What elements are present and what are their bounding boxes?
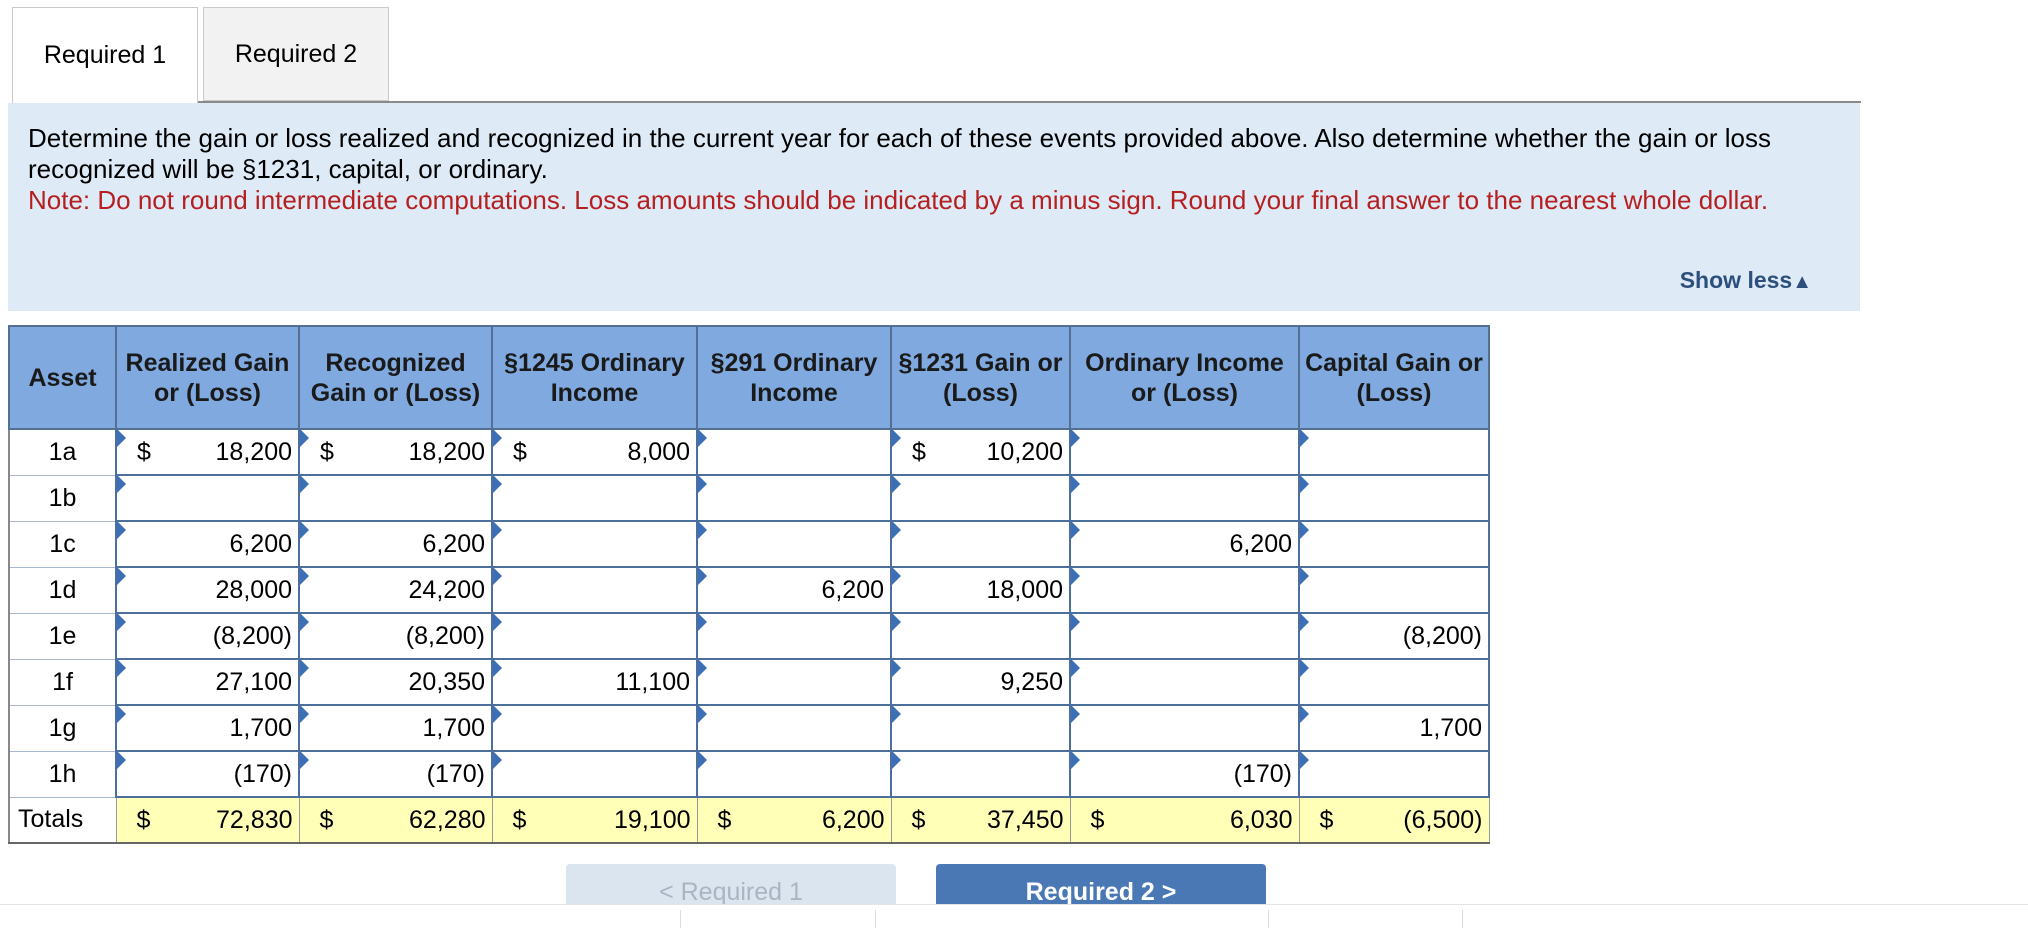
cell-content — [300, 522, 491, 566]
cell-flag-icon — [493, 475, 502, 493]
currency-symbol: $ — [717, 805, 732, 834]
cell-content — [300, 798, 492, 842]
cell-content — [117, 798, 299, 842]
header-asset: Asset — [9, 326, 116, 429]
header-ordinary: Ordinary Income or (Loss) — [1070, 326, 1299, 429]
total-s1245 — [492, 797, 697, 843]
cell-realized[interactable] — [116, 429, 299, 475]
prev-required-button[interactable] — [566, 864, 896, 904]
cell-flag-icon — [300, 659, 309, 677]
cell-flag-icon — [698, 613, 707, 631]
cell-s291[interactable] — [697, 659, 891, 705]
cell-s1245[interactable] — [492, 751, 697, 797]
tab-required-2[interactable]: Required 2 — [203, 7, 389, 101]
cell-value: 11,100 — [615, 667, 690, 696]
cell-value: 18,200 — [215, 437, 292, 466]
cell-value: 24,200 — [408, 575, 485, 604]
currency-symbol: $ — [911, 805, 926, 834]
cell-content — [1300, 430, 1488, 474]
cell-flag-icon — [493, 659, 502, 677]
cell-content — [1300, 706, 1488, 750]
cell-content — [698, 798, 891, 842]
cell-content — [117, 660, 298, 704]
currency-symbol: $ — [512, 805, 527, 834]
cell-content — [1071, 752, 1298, 796]
cell-flag-icon — [1300, 521, 1309, 539]
cell-flag-icon — [117, 475, 126, 493]
cell-flag-icon — [493, 705, 502, 723]
cell-content — [493, 798, 697, 842]
cell-content — [117, 430, 298, 474]
cell-content — [1071, 568, 1298, 612]
cell-value: 27,100 — [215, 667, 292, 696]
cell-s1231[interactable] — [891, 751, 1070, 797]
cell-content — [493, 752, 696, 796]
cell-flag-icon — [300, 475, 309, 493]
prev-required-label: < Required 1 — [659, 878, 803, 904]
cell-content — [1300, 752, 1488, 796]
cell-flag-icon — [1300, 751, 1309, 769]
instruction-text: Determine the gain or loss realized and recognized in the current year for each of these events provided above. Also determine whether the gain or loss recognized will be §1231, capital, or ordinary. — [28, 123, 1772, 184]
cell-content — [117, 706, 298, 750]
asset-label: 1c — [9, 521, 116, 567]
cell-value: (8,200) — [212, 621, 292, 650]
cell-ordinary[interactable] — [1070, 659, 1299, 705]
header-s1245: §1245 Ordinary Income — [492, 326, 697, 429]
cell-content — [892, 798, 1070, 842]
cell-content — [300, 752, 491, 796]
currency-symbol: $ — [320, 437, 334, 466]
cell-s291[interactable] — [697, 705, 891, 751]
cell-flag-icon — [1300, 705, 1309, 723]
toolbar-divider — [1268, 910, 1269, 928]
cell-capital[interactable] — [1299, 429, 1489, 475]
currency-symbol: $ — [136, 805, 151, 834]
cell-recognized[interactable] — [299, 429, 492, 475]
cell-flag-icon — [300, 751, 309, 769]
tab-bar — [12, 7, 1861, 103]
cell-flag-icon — [117, 659, 126, 677]
cell-flag-icon — [117, 751, 126, 769]
total-realized — [116, 797, 299, 843]
table-body — [9, 429, 1489, 843]
cell-s1231[interactable] — [891, 705, 1070, 751]
cell-value: 6,200 — [1229, 529, 1292, 558]
cell-value: 1,700 — [229, 713, 292, 742]
cell-capital[interactable] — [1299, 613, 1489, 659]
cell-content — [892, 706, 1069, 750]
asset-label: 1e — [9, 613, 116, 659]
cell-value: 6,030 — [1229, 805, 1293, 834]
currency-symbol: $ — [137, 437, 151, 466]
table-row — [9, 567, 1489, 613]
currency-symbol: $ — [513, 437, 527, 466]
header-realized: Realized Gain or (Loss) — [116, 326, 299, 429]
cell-s1231[interactable] — [891, 429, 1070, 475]
cell-s1245[interactable] — [492, 567, 697, 613]
cell-s291[interactable] — [697, 475, 891, 521]
table-row — [9, 705, 1489, 751]
cell-value: 6,200 — [422, 529, 485, 558]
cell-content — [1071, 798, 1299, 842]
next-required-label: Required 2 > — [1025, 878, 1177, 904]
currency-symbol: $ — [1319, 805, 1334, 834]
cell-flag-icon — [117, 429, 126, 447]
cell-content — [892, 430, 1069, 474]
cell-content — [698, 522, 890, 566]
cell-capital[interactable] — [1299, 705, 1489, 751]
toolbar-divider — [680, 910, 681, 928]
cell-flag-icon — [1300, 567, 1309, 585]
table-row — [9, 521, 1489, 567]
cell-content — [300, 476, 491, 520]
cell-s1245[interactable] — [492, 429, 697, 475]
cell-value: 1,700 — [422, 713, 485, 742]
header-s1231: §1231 Gain or (Loss) — [891, 326, 1070, 429]
cell-value: (170) — [233, 759, 292, 788]
cell-flag-icon — [1071, 751, 1080, 769]
cell-flag-icon — [493, 751, 502, 769]
cell-capital[interactable] — [1299, 475, 1489, 521]
cell-realized[interactable] — [116, 567, 299, 613]
cell-content — [1300, 522, 1488, 566]
cell-ordinary[interactable] — [1070, 429, 1299, 475]
header-recognized: Recognized Gain or (Loss) — [299, 326, 492, 429]
cell-ordinary[interactable] — [1070, 521, 1299, 567]
cell-content — [300, 706, 491, 750]
cell-value: 6,200 — [229, 529, 292, 558]
cell-flag-icon — [892, 751, 901, 769]
cell-recognized[interactable] — [299, 613, 492, 659]
cell-flag-icon — [698, 751, 707, 769]
cell-flag-icon — [892, 475, 901, 493]
cell-value: 20,350 — [408, 667, 485, 696]
cell-content — [300, 614, 491, 658]
cell-content — [1300, 798, 1489, 842]
total-s291 — [697, 797, 891, 843]
cell-flag-icon — [300, 613, 309, 631]
cell-value: 6,200 — [821, 575, 884, 604]
table-row — [9, 613, 1489, 659]
cell-s291[interactable] — [697, 429, 891, 475]
instruction-note: Note: Do not round intermediate computations. Loss amounts should be indicated by a minus sign. Round your final answer to the nearest whole dollar. — [28, 185, 1769, 215]
cell-content — [698, 430, 890, 474]
cell-value: 19,100 — [614, 805, 691, 834]
cell-value: 9,250 — [1000, 667, 1063, 696]
cell-content — [117, 752, 298, 796]
cell-ordinary[interactable] — [1070, 613, 1299, 659]
gain-loss-table — [8, 325, 1490, 844]
cell-content — [892, 752, 1069, 796]
cell-flag-icon — [300, 567, 309, 585]
cell-flag-icon — [117, 705, 126, 723]
cell-s291[interactable] — [697, 751, 891, 797]
toolbar-divider — [1462, 910, 1463, 928]
cell-realized[interactable] — [116, 613, 299, 659]
cell-value: 18,000 — [986, 575, 1063, 604]
cell-s1231[interactable] — [891, 521, 1070, 567]
cell-value: 6,200 — [821, 805, 885, 834]
cell-content — [698, 476, 890, 520]
cell-flag-icon — [117, 521, 126, 539]
toolbar-divider — [875, 910, 876, 928]
header-s291: §291 Ordinary Income — [697, 326, 891, 429]
currency-symbol: $ — [912, 437, 926, 466]
cell-ordinary[interactable] — [1070, 705, 1299, 751]
table-header-row — [9, 326, 1489, 429]
cell-content — [117, 476, 298, 520]
cell-value: 8,000 — [627, 437, 690, 466]
cell-recognized[interactable] — [299, 475, 492, 521]
cell-recognized[interactable] — [299, 659, 492, 705]
cell-s291[interactable] — [697, 521, 891, 567]
cell-flag-icon — [892, 521, 901, 539]
cell-value: (170) — [1233, 759, 1292, 788]
table-row — [9, 429, 1489, 475]
cell-flag-icon — [1300, 475, 1309, 493]
cell-recognized[interactable] — [299, 567, 492, 613]
cell-content — [892, 522, 1069, 566]
cell-s291[interactable] — [697, 567, 891, 613]
cell-flag-icon — [892, 659, 901, 677]
cell-ordinary[interactable] — [1070, 475, 1299, 521]
cell-content — [493, 476, 696, 520]
cell-flag-icon — [117, 613, 126, 631]
cell-realized[interactable] — [116, 705, 299, 751]
totals-label: Totals — [9, 797, 116, 843]
currency-symbol: $ — [1090, 805, 1105, 834]
cell-content — [1071, 660, 1298, 704]
cell-flag-icon — [1071, 429, 1080, 447]
total-capital — [1299, 797, 1489, 843]
cell-s1231[interactable] — [891, 613, 1070, 659]
cell-content — [1071, 430, 1298, 474]
cell-value: 62,280 — [409, 805, 486, 834]
cell-value: 18,200 — [408, 437, 485, 466]
total-recognized — [299, 797, 492, 843]
cell-content — [493, 522, 696, 566]
cell-content — [493, 568, 696, 612]
cell-recognized[interactable] — [299, 751, 492, 797]
cell-flag-icon — [698, 659, 707, 677]
cell-flag-icon — [698, 705, 707, 723]
asset-label: 1d — [9, 567, 116, 613]
cell-flag-icon — [698, 475, 707, 493]
cell-realized[interactable] — [116, 659, 299, 705]
cell-s1231[interactable] — [891, 659, 1070, 705]
cell-content — [1071, 706, 1298, 750]
cell-flag-icon — [1071, 659, 1080, 677]
cell-capital[interactable] — [1299, 567, 1489, 613]
cell-content — [493, 614, 696, 658]
cell-value: (170) — [426, 759, 485, 788]
cell-flag-icon — [1071, 705, 1080, 723]
cell-capital[interactable] — [1299, 659, 1489, 705]
cell-content — [698, 568, 890, 612]
cell-flag-icon — [493, 613, 502, 631]
cell-content — [1071, 476, 1298, 520]
cell-s1245[interactable] — [492, 659, 697, 705]
cell-flag-icon — [493, 429, 502, 447]
cell-realized[interactable] — [116, 521, 299, 567]
cell-value: (8,200) — [405, 621, 485, 650]
cell-flag-icon — [892, 429, 901, 447]
total-ordinary — [1070, 797, 1299, 843]
cell-value: 28,000 — [215, 575, 292, 604]
cell-flag-icon — [1300, 429, 1309, 447]
cell-recognized[interactable] — [299, 521, 492, 567]
asset-label: 1f — [9, 659, 116, 705]
asset-label: 1b — [9, 475, 116, 521]
asset-label: 1g — [9, 705, 116, 751]
cell-flag-icon — [493, 521, 502, 539]
cell-content — [698, 752, 890, 796]
cell-value: (6,500) — [1403, 805, 1483, 834]
show-less-label: Show less — [1679, 267, 1793, 293]
cell-content — [892, 568, 1069, 612]
cell-s1245[interactable] — [492, 705, 697, 751]
cell-flag-icon — [892, 705, 901, 723]
cell-s291[interactable] — [697, 613, 891, 659]
cell-flag-icon — [493, 567, 502, 585]
asset-label: 1a — [9, 429, 116, 475]
cell-value: 37,450 — [987, 805, 1064, 834]
cell-value: 72,830 — [216, 805, 293, 834]
cell-value: 1,700 — [1419, 713, 1482, 742]
table-row — [9, 659, 1489, 705]
total-s1231 — [891, 797, 1070, 843]
totals-row — [9, 797, 1489, 843]
cell-flag-icon — [1071, 475, 1080, 493]
cell-flag-icon — [300, 521, 309, 539]
cell-flag-icon — [698, 521, 707, 539]
currency-symbol: $ — [319, 805, 334, 834]
table-row — [9, 475, 1489, 521]
cell-flag-icon — [1300, 613, 1309, 631]
cell-content — [493, 706, 696, 750]
cell-content — [300, 568, 491, 612]
cell-flag-icon — [300, 705, 309, 723]
cell-realized[interactable] — [116, 751, 299, 797]
cell-ordinary[interactable] — [1070, 567, 1299, 613]
cell-flag-icon — [1071, 521, 1080, 539]
asset-label: 1h — [9, 751, 116, 797]
cell-s1231[interactable] — [891, 567, 1070, 613]
next-required-button[interactable] — [936, 864, 1266, 904]
instruction-panel — [8, 103, 1860, 311]
cell-content — [1300, 614, 1488, 658]
cell-value: 10,200 — [986, 437, 1063, 466]
cell-flag-icon — [698, 429, 707, 447]
cell-flag-icon — [300, 429, 309, 447]
cell-content — [300, 660, 491, 704]
cell-flag-icon — [1071, 567, 1080, 585]
cell-content — [1300, 660, 1488, 704]
cell-content — [117, 614, 298, 658]
show-less-link[interactable] — [1680, 267, 1812, 294]
cell-s1245[interactable] — [492, 613, 697, 659]
cell-content — [117, 568, 298, 612]
cell-flag-icon — [892, 567, 901, 585]
cell-content — [1071, 614, 1298, 658]
cell-flag-icon — [1071, 613, 1080, 631]
cell-capital[interactable] — [1299, 521, 1489, 567]
cell-content — [698, 614, 890, 658]
cell-s1231[interactable] — [891, 475, 1070, 521]
tab-required-1[interactable]: Required 1 — [12, 7, 198, 103]
cell-content — [892, 614, 1069, 658]
cell-flag-icon — [892, 613, 901, 631]
cell-s1245[interactable] — [492, 475, 697, 521]
cell-content — [300, 430, 491, 474]
cell-ordinary[interactable] — [1070, 751, 1299, 797]
cell-content — [117, 522, 298, 566]
cell-value: (8,200) — [1402, 621, 1482, 650]
cell-content — [1300, 568, 1488, 612]
cell-content — [892, 476, 1069, 520]
table-row — [9, 751, 1489, 797]
cell-s1245[interactable] — [492, 521, 697, 567]
cell-content — [892, 660, 1069, 704]
cell-content — [1071, 522, 1298, 566]
cell-recognized[interactable] — [299, 705, 492, 751]
header-capital: Capital Gain or (Loss) — [1299, 326, 1489, 429]
cell-content — [698, 660, 890, 704]
cell-content — [493, 660, 696, 704]
cell-flag-icon — [698, 567, 707, 585]
cell-content — [1300, 476, 1488, 520]
bottom-toolbar — [0, 904, 2028, 929]
cell-realized[interactable] — [116, 475, 299, 521]
triangle-up-icon: ▲ — [1792, 271, 1812, 293]
cell-capital[interactable] — [1299, 751, 1489, 797]
cell-flag-icon — [1300, 659, 1309, 677]
cell-content — [698, 706, 890, 750]
cell-flag-icon — [117, 567, 126, 585]
cell-content — [493, 430, 696, 474]
